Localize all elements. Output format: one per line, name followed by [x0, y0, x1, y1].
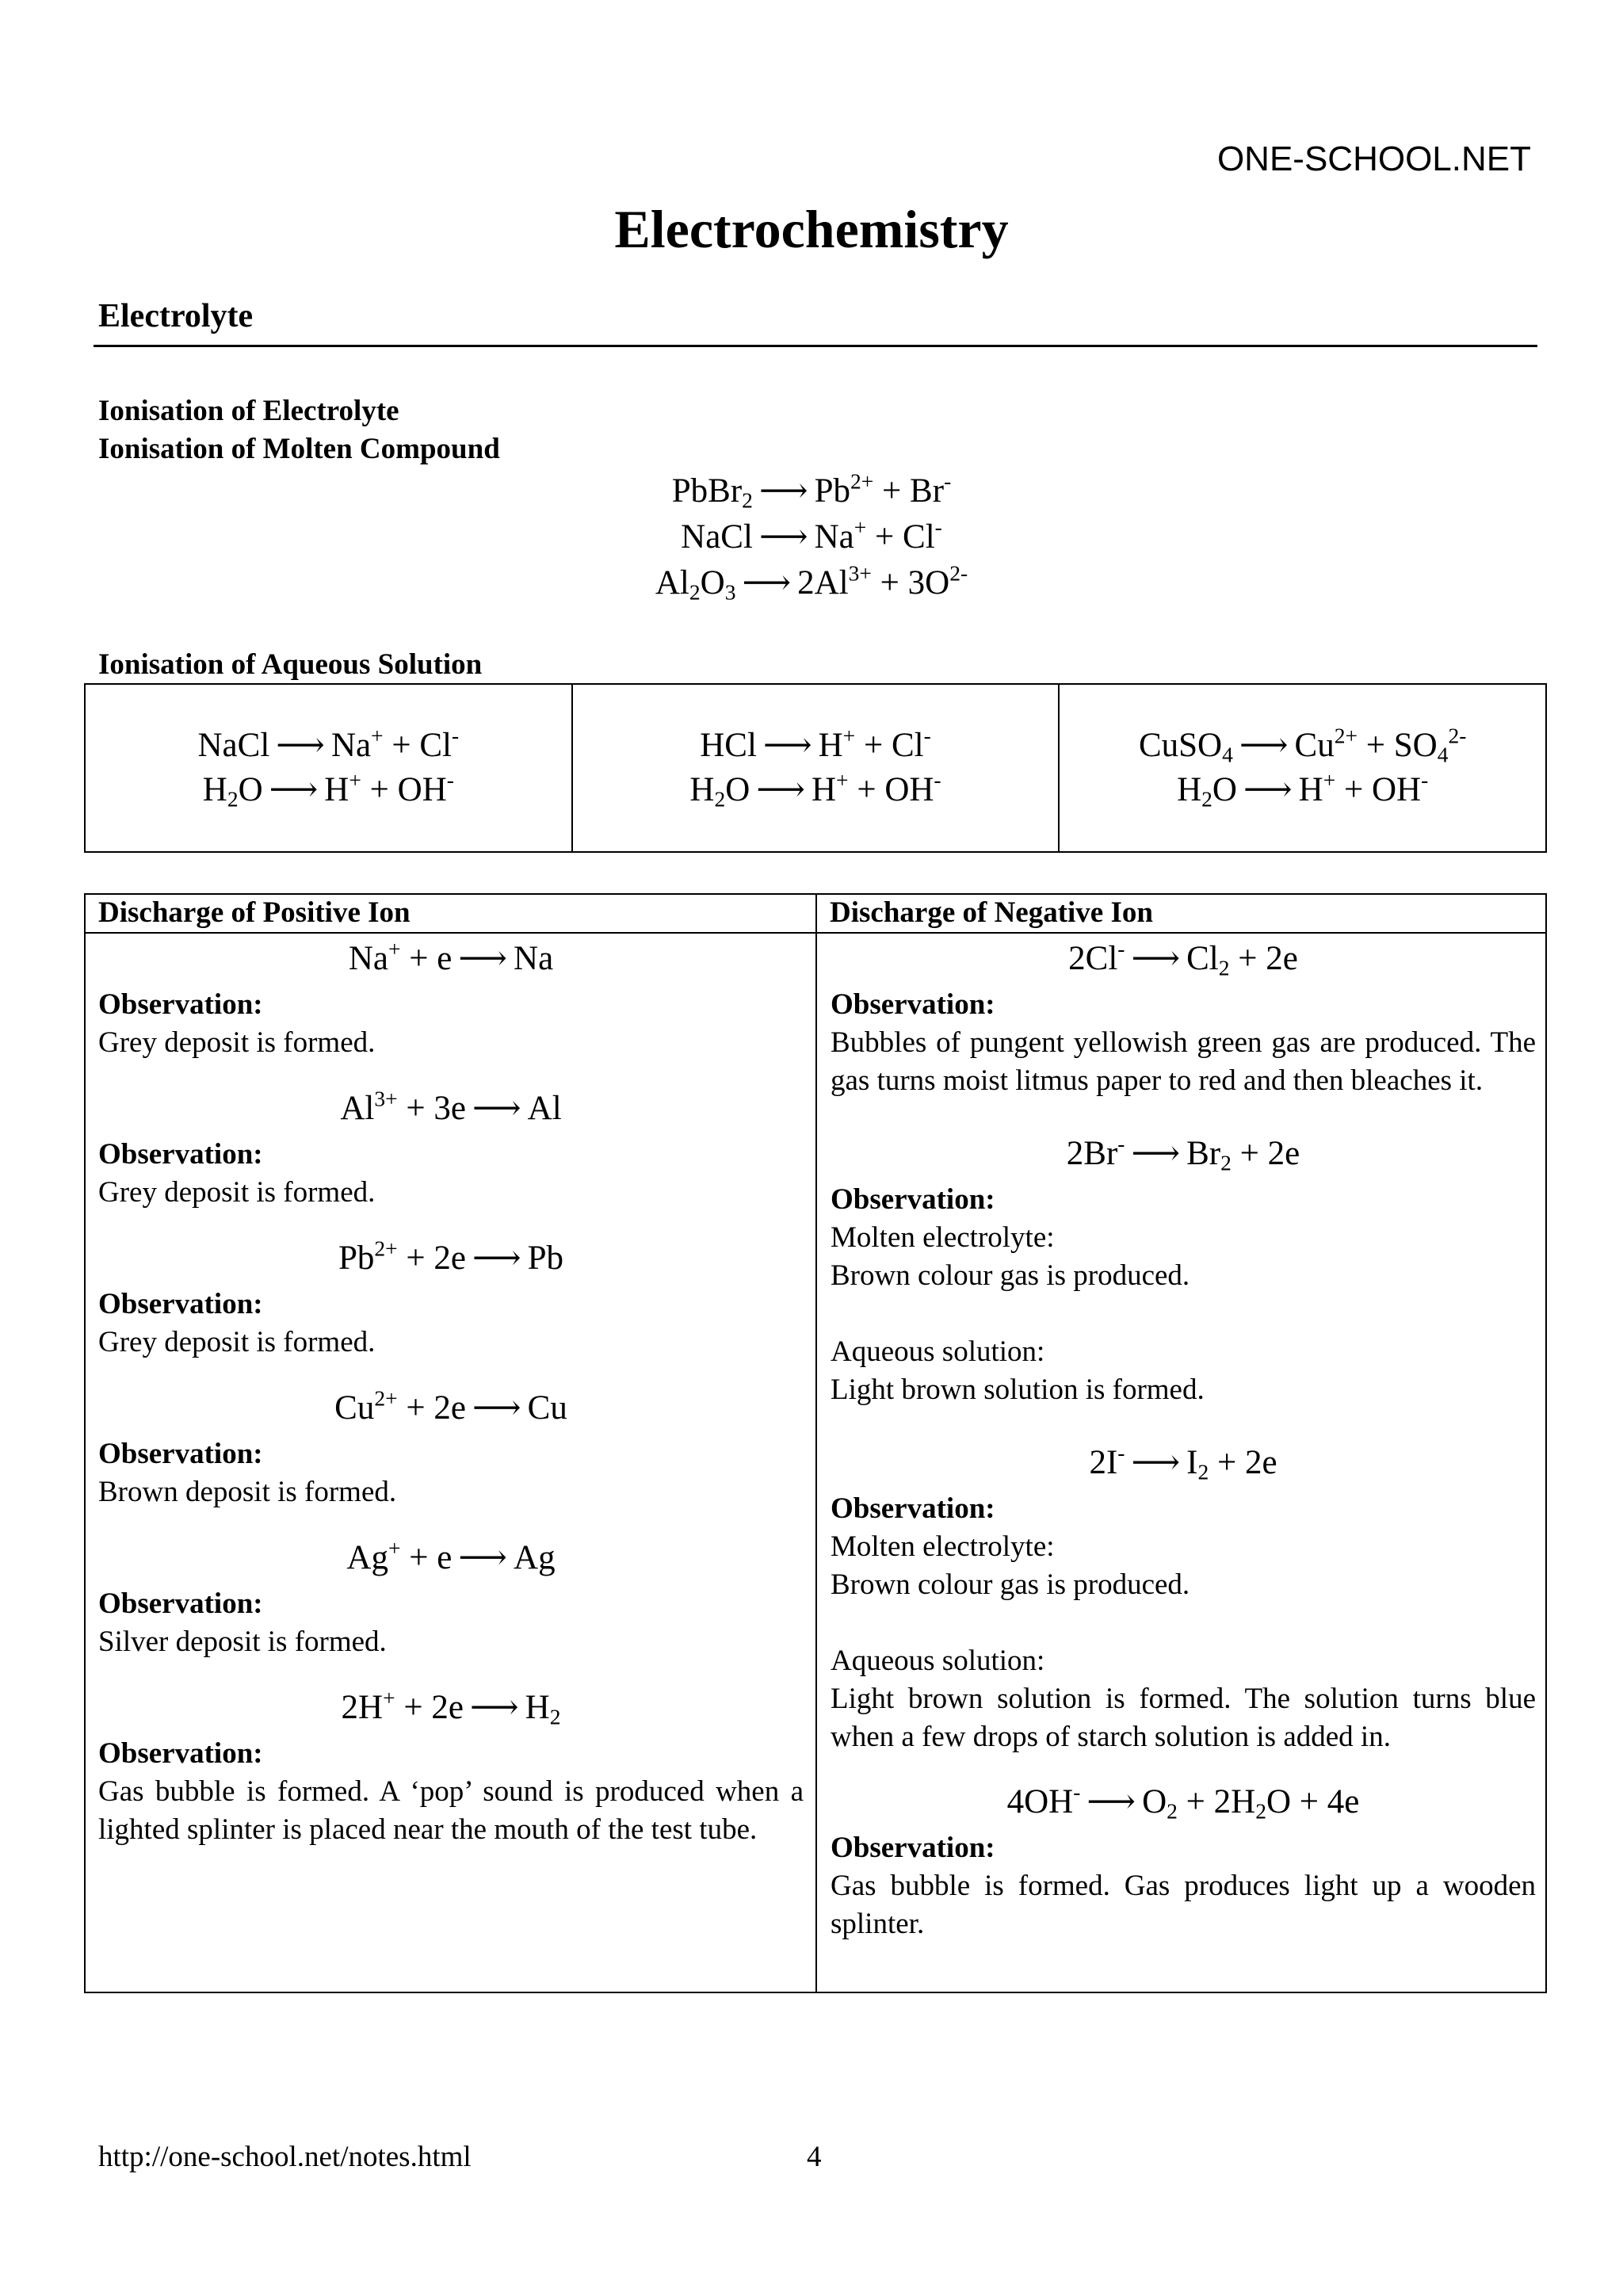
- equation-na-discharge: Na+ + e ⟶ Na: [98, 932, 804, 986]
- equation-i-discharge: 2I- ⟶ $I_2 + 2e$: [831, 1436, 1536, 1490]
- arrow-icon: ⟶: [742, 564, 792, 602]
- site-watermark: ONE-SCHOOL.NET: [1216, 139, 1531, 178]
- arrow-icon: ⟶: [758, 518, 808, 556]
- equation-ag-discharge: Ag+ + e ⟶ Ag: [98, 1531, 804, 1585]
- discharge-table: [84, 893, 1547, 1993]
- observation-label: Observation:: [98, 1138, 263, 1171]
- aqueous-cell-cuso4: [1060, 685, 1545, 851]
- observation-oh: Gas bubble is formed. Gas produces light up a wooden splinter.: [831, 1870, 1536, 1940]
- arrow-icon: ⟶: [1086, 1783, 1136, 1820]
- negative-ion-column: [831, 932, 1536, 1943]
- observation-cu: Brown deposit is formed.: [98, 1476, 397, 1508]
- arrow-icon: ⟶: [458, 1539, 508, 1576]
- i-molten-label: Molten electrolyte:: [831, 1530, 1055, 1563]
- equation-oh-discharge: 4OH- ⟶ $O_2 + 2H_2O + 4e$: [831, 1775, 1536, 1829]
- equation-water: $H_2O$ ⟶ H+ + OH-: [1177, 767, 1429, 812]
- equation-cuso4: CuSO$_4$ ⟶ $Cu^{2+} + SO_4^{2-}$: [1138, 723, 1467, 767]
- aqueous-cell-nacl: [86, 685, 573, 851]
- subhead-ionisation-molten: Ionisation of Molten Compound: [98, 433, 500, 465]
- arrow-icon: ⟶: [458, 940, 508, 977]
- footer-url: http://one-school.net/notes.html: [98, 2141, 472, 2173]
- observation-pb: Grey deposit is formed.: [98, 1326, 376, 1358]
- equation-h-discharge: 2H+ + 2e ⟶ $H_2$: [98, 1681, 804, 1735]
- br-aqueous-label: Aqueous solution:: [831, 1335, 1045, 1368]
- br-molten-observation: Brown colour gas is produced.: [831, 1259, 1190, 1292]
- arrow-icon: ⟶: [472, 1240, 521, 1277]
- equation-nacl: NaCl ⟶ Na+ + Cl-: [0, 514, 1623, 560]
- molten-equations: [0, 468, 1623, 606]
- i-molten-observation: Brown colour gas is produced.: [831, 1568, 1190, 1601]
- br-aqueous-observation: Light brown solution is formed.: [831, 1373, 1205, 1406]
- observation-label: Observation:: [831, 1183, 995, 1216]
- subhead-ionisation-electrolyte: Ionisation of Electrolyte: [98, 395, 399, 427]
- aqueous-cell-hcl: [573, 685, 1060, 851]
- page-title: Electrochemistry: [614, 199, 1009, 259]
- observation-label: Observation:: [98, 1438, 263, 1470]
- observation-label: Observation:: [98, 1288, 263, 1320]
- arrow-icon: ⟶: [758, 472, 808, 510]
- equation-water: $H_2O$ ⟶ H+ + OH-: [202, 767, 454, 812]
- arrow-icon: ⟶: [762, 727, 812, 764]
- header-negative-ion: Discharge of Negative Ion: [830, 896, 1153, 929]
- positive-ion-column: [98, 932, 804, 1849]
- observation-label: Observation:: [98, 1587, 263, 1620]
- subhead-ionisation-aqueous: Ionisation of Aqueous Solution: [98, 648, 483, 681]
- equation-water: $H_2O$ ⟶ H+ + OH-: [689, 767, 941, 812]
- arrow-icon: ⟶: [276, 727, 325, 764]
- equation-br-discharge: 2Br- ⟶ $Br_2 + 2e$: [831, 1127, 1536, 1181]
- arrow-icon: ⟶: [1243, 771, 1293, 808]
- arrow-icon: ⟶: [1131, 940, 1181, 977]
- i-aqueous-label: Aqueous solution:: [831, 1645, 1045, 1677]
- arrow-icon: ⟶: [269, 771, 319, 808]
- equation-pbbr2: PbBr$_2$ ⟶ $Pb^{2+} + Br^-$: [0, 468, 1623, 514]
- observation-h: Gas bubble is formed. A ‘pop’ sound is produced when a lighted splinter is placed near the mouth of the test tube.: [98, 1775, 804, 1846]
- observation-label: Observation:: [831, 988, 995, 1021]
- arrow-icon: ⟶: [472, 1090, 521, 1127]
- equation-nacl-aqueous: NaCl ⟶ Na+ + Cl-: [198, 724, 460, 768]
- arrow-icon: ⟶: [1131, 1444, 1181, 1481]
- arrow-icon: ⟶: [469, 1689, 519, 1726]
- arrow-icon: ⟶: [1239, 727, 1289, 764]
- section-title: Electrolyte: [98, 298, 254, 334]
- header-positive-ion: Discharge of Positive Ion: [86, 895, 817, 932]
- br-molten-label: Molten electrolyte:: [831, 1221, 1055, 1254]
- aqueous-ionisation-table: [84, 683, 1547, 853]
- arrow-icon: ⟶: [472, 1389, 521, 1427]
- observation-label: Observation:: [831, 1492, 995, 1525]
- observation-label: Observation:: [831, 1832, 995, 1864]
- section-divider: [94, 345, 1537, 347]
- arrow-icon: ⟶: [1131, 1135, 1181, 1172]
- arrow-icon: ⟶: [756, 771, 805, 808]
- column-divider: [815, 895, 817, 1992]
- observation-al: Grey deposit is formed.: [98, 1176, 376, 1209]
- observation-na: Grey deposit is formed.: [98, 1026, 376, 1059]
- equation-pb-discharge: $Pb^{2+} + 2e$ ⟶ Pb: [98, 1232, 804, 1286]
- observation-label: Observation:: [98, 988, 263, 1021]
- observation-cl: Bubbles of pungent yellowish green gas are produced. The gas turns moist litmus paper to red and then bleaches it.: [831, 1026, 1536, 1097]
- equation-al2o3: $Al_2O_3$ ⟶ $2Al^{3+} + 3O^{2-}$: [0, 560, 1623, 606]
- equation-hcl: HCl ⟶ H+ + Cl-: [700, 724, 931, 768]
- equation-al-discharge: $Al^{3+} + 3e$ ⟶ Al: [98, 1082, 804, 1136]
- equation-cu-discharge: $Cu^{2+} + 2e$ ⟶ Cu: [98, 1381, 804, 1435]
- page-number: 4: [807, 2141, 822, 2173]
- observation-label: Observation:: [98, 1737, 263, 1770]
- equation-cl-discharge: 2Cl- ⟶ $Cl_2 + 2e$: [831, 932, 1536, 986]
- observation-ag: Silver deposit is formed.: [98, 1626, 387, 1658]
- i-aqueous-observation: Light brown solution is formed. The solution turns blue when a few drops of starch solution is added in.: [831, 1683, 1536, 1753]
